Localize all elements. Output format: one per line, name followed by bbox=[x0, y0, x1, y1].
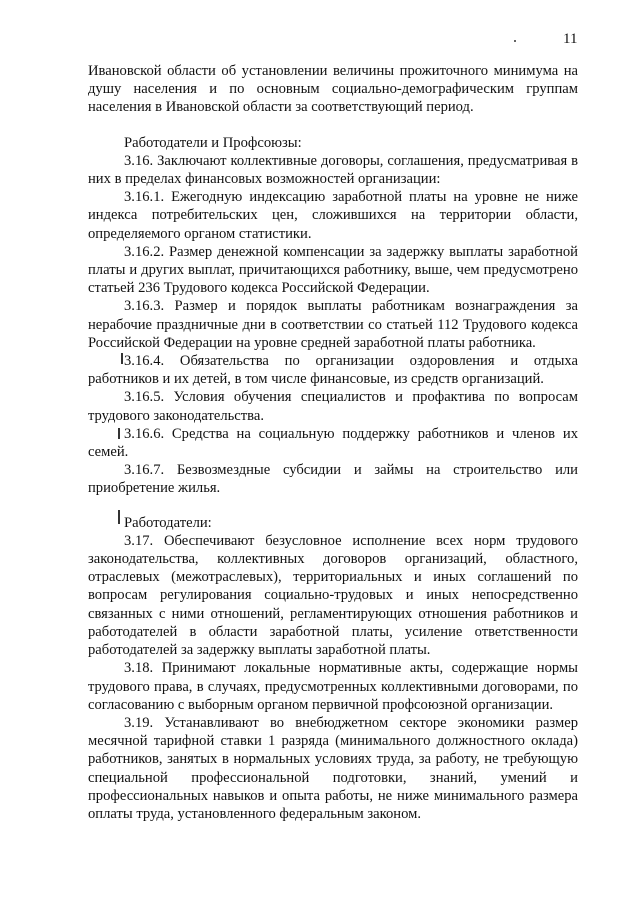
paragraph-3-16: 3.16. Заключают коллективные договоры, соглашения, предусматривая в них в пределах финансовых возможностей организации: bbox=[88, 152, 578, 188]
paragraph-3-19: 3.19. Устанавливают во внебюджетном секторе экономики размер месячной тарифной ставки 1 разряда (минимального должностного оклада) работников, занятых в нормальных условиях труда, за работу, не требующую специальной профессиональной подготовки, знаний, умений и профессиональных навыков и опыта работы, не ниже минимального размера оплаты труда, установленного федеральным законом. bbox=[88, 714, 578, 822]
paragraph-3-16-7: 3.16.7. Безвозмездные субсидии и займы на строительство или приобретение жилья. bbox=[88, 462, 578, 497]
paragraph-3-16-6: 3.16.6. Средства на социальную поддержку работников и членов их семей. bbox=[88, 425, 578, 461]
paragraph-continuation: Ивановской области об установлении величины прожиточного минимума на душу населения и по основным социально-демографическим группам населения в Ивановской области за соответствующий период. bbox=[88, 63, 578, 116]
section-heading-employers: Работодатели: bbox=[124, 514, 212, 531]
scan-dot bbox=[514, 40, 516, 42]
section-heading-employers-unions: Работодатели и Профсоюзы: bbox=[124, 134, 302, 151]
paragraph-3-16-3: 3.16.3. Размер и порядок выплаты работникам вознаграждения за нерабочие праздничные дни в соответствии со статьей 112 Трудового кодекса Российской Федерации на уровне средней заработной платы работника. bbox=[88, 298, 578, 351]
paragraph-3-17: 3.17. Обеспечивают безусловное исполнение всех норм трудового законодательства, коллективных договоров организаций, областного, отраслевых (межотраслевых), территориальных и иных соглашений по вопросам регулирования социально-трудовых и иных непосредственно связанных с ними отношений, регламентирующих отношения работников и работодателей в области заработной платы, усиление ответственности работодателей за задержку выплаты заработной платы. bbox=[88, 532, 578, 659]
paragraph-3-16-4: 3.16.4. Обязательства по организации оздоровления и отдыха работников и их детей, в том числе финансовые, из средств организаций. bbox=[88, 353, 578, 388]
document-body bbox=[88, 62, 578, 823]
paragraph-3-16-2: 3.16.2. Размер денежной компенсации за задержку выплаты заработной платы и других выплат, причитающихся работнику, выше, чем предусмотрено статьей 236 Трудового кодекса Российской Федерации. bbox=[88, 243, 578, 297]
page-number: 11 bbox=[563, 31, 578, 47]
paragraph-3-16-5: 3.16.5. Условия обучения специалистов и профактива по вопросам трудового законодательства. bbox=[88, 389, 578, 424]
paragraph-3-18: 3.18. Принимают локальные нормативные акты, содержащие нормы трудового права, в случаях, предусмотренных коллективными договорами, по согласованию с выборным органом первичной профсоюзной организации. bbox=[88, 660, 578, 713]
paragraph-3-16-1: 3.16.1. Ежегодную индексацию заработной платы на уровне не ниже индекса потребительских цен, сложившихся на территории области, определяемого органом статистики. bbox=[88, 189, 578, 242]
